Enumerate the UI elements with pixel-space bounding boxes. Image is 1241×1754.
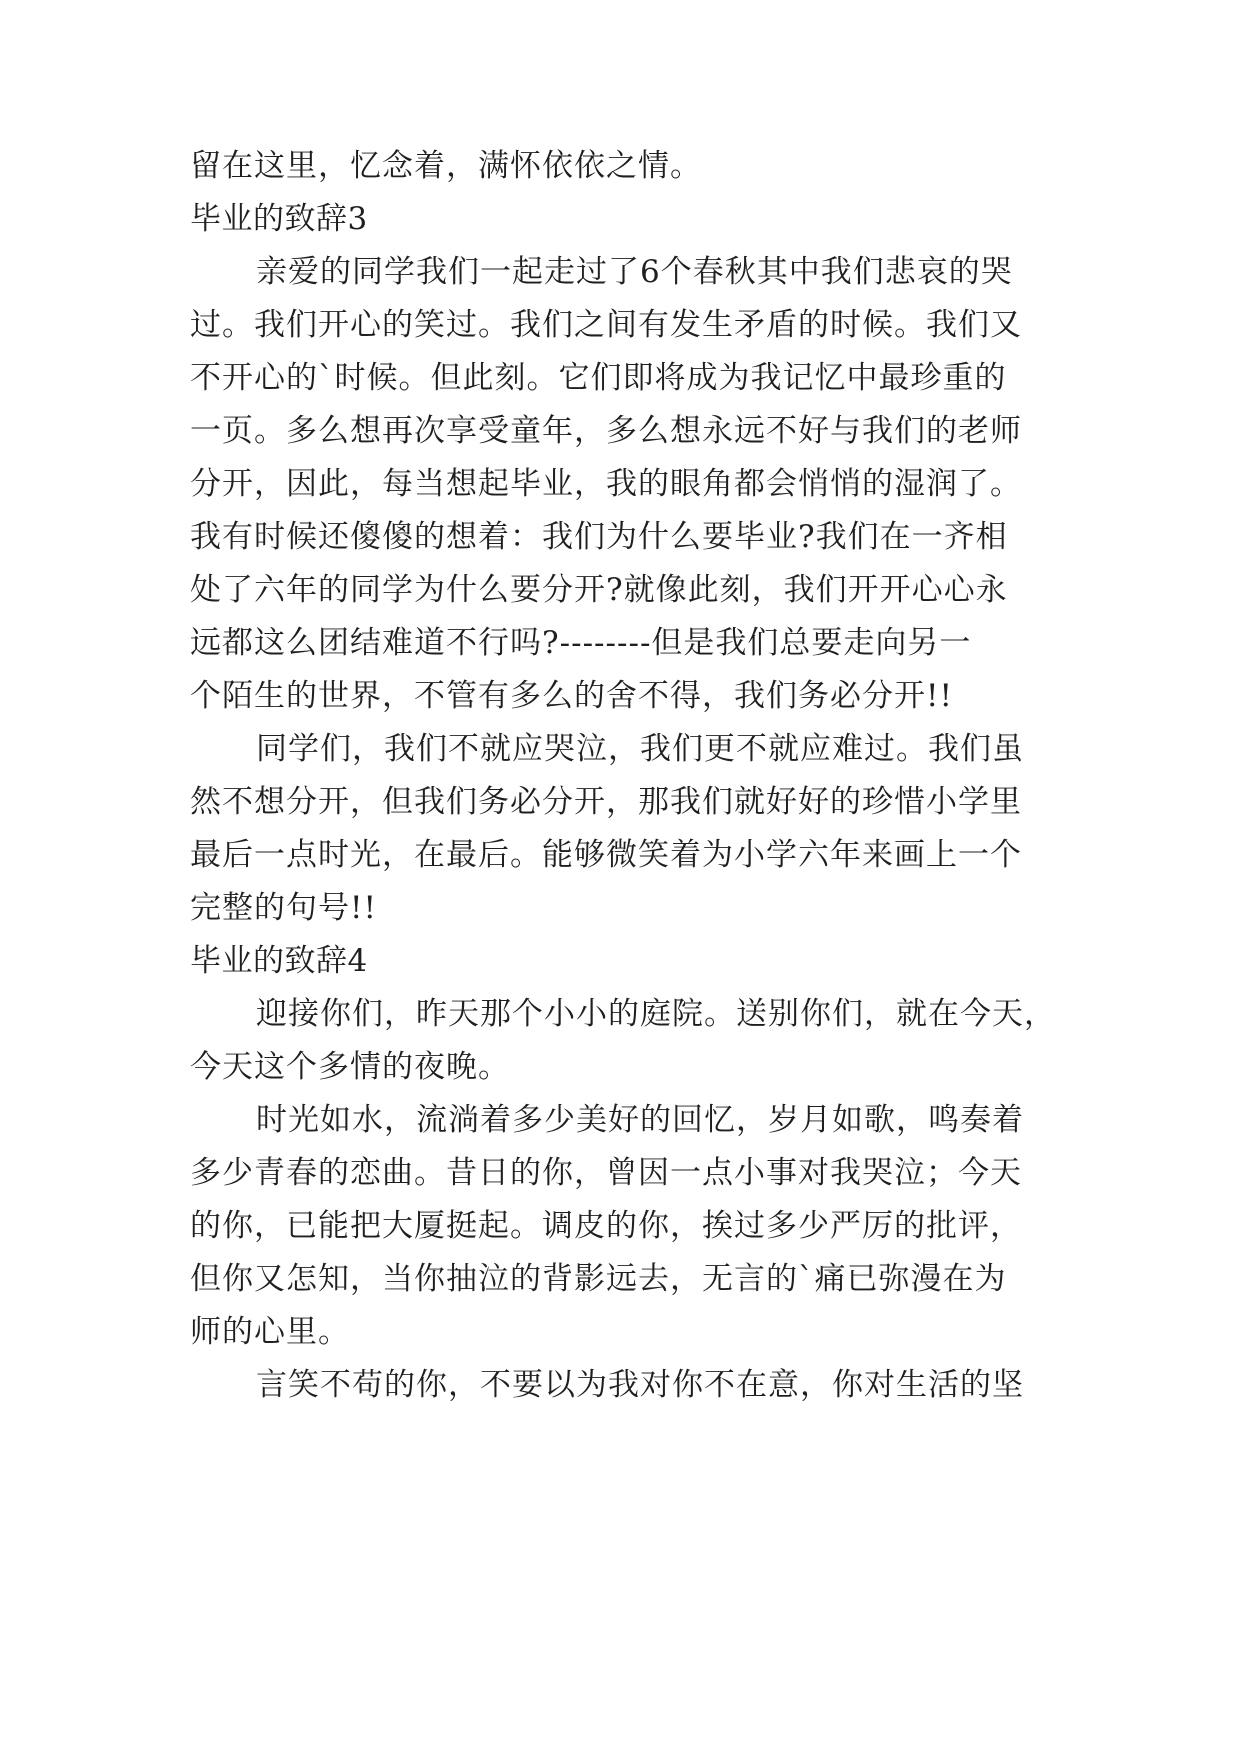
paragraph-line: 同学们，我们不就应哭泣，我们更不就应难过。我们虽 <box>256 731 1024 767</box>
paragraph-line: 时光如水，流淌着多少美好的回忆，岁月如歌，鸣奏着 <box>256 1102 1024 1138</box>
paragraph-line: 不开心的`时候。但此刻。它们即将成为我记忆中最珍重的 <box>190 360 1007 396</box>
paragraph-line: 我有时候还傻傻的想着：我们为什么要毕业?我们在一齐相 <box>190 519 1008 555</box>
paragraph-line: 远都这么团结难道不行吗?--------但是我们总要走向另一 <box>190 625 972 661</box>
paragraph-line: 分开，因此，每当想起毕业，我的眼角都会悄悄的湿润了。 <box>190 466 1022 502</box>
paragraph-line: 处了六年的同学为什么要分开?就像此刻，我们开开心心永 <box>190 572 1008 608</box>
section-title-3: 毕业的致辞3 <box>190 201 368 237</box>
paragraph-line: 迎接你们，昨天那个小小的庭院。送别你们，就在今天， <box>256 996 1056 1032</box>
paragraph-line: 亲爱的同学我们一起走过了6个春秋其中我们悲哀的哭 <box>256 254 1013 290</box>
paragraph-line: 完整的句号!! <box>190 890 377 926</box>
paragraph-line: 最后一点时光，在最后。能够微笑着为小学六年来画上一个 <box>190 837 1022 873</box>
paragraph-line: 师的心里。 <box>190 1314 350 1350</box>
paragraph-continuation-line: 留在这里，忆念着，满怀依依之情。 <box>190 148 702 184</box>
paragraph-line: 今天这个多情的夜晚。 <box>190 1049 510 1085</box>
paragraph-line: 过。我们开心的笑过。我们之间有发生矛盾的时候。我们又 <box>190 307 1022 343</box>
section-title-4: 毕业的致辞4 <box>190 943 368 979</box>
paragraph-line: 个陌生的世界，不管有多么的舍不得，我们务必分开!! <box>190 678 953 714</box>
paragraph-line: 的你，已能把大厦挺起。调皮的你，挨过多少严厉的批评， <box>190 1208 1022 1244</box>
paragraph-line: 然不想分开，但我们务必分开，那我们就好好的珍惜小学里 <box>190 784 1022 820</box>
paragraph-line: 但你又怎知，当你抽泣的背影远去，无言的`痛已弥漫在为 <box>190 1261 1007 1297</box>
paragraph-line: 言笑不苟的你，不要以为我对你不在意，你对生活的坚 <box>256 1367 1024 1403</box>
paragraph-line: 多少青春的恋曲。昔日的你，曾因一点小事对我哭泣；今天 <box>190 1155 1022 1191</box>
paragraph-line: 一页。多么想再次享受童年，多么想永远不好与我们的老师 <box>190 413 1022 449</box>
